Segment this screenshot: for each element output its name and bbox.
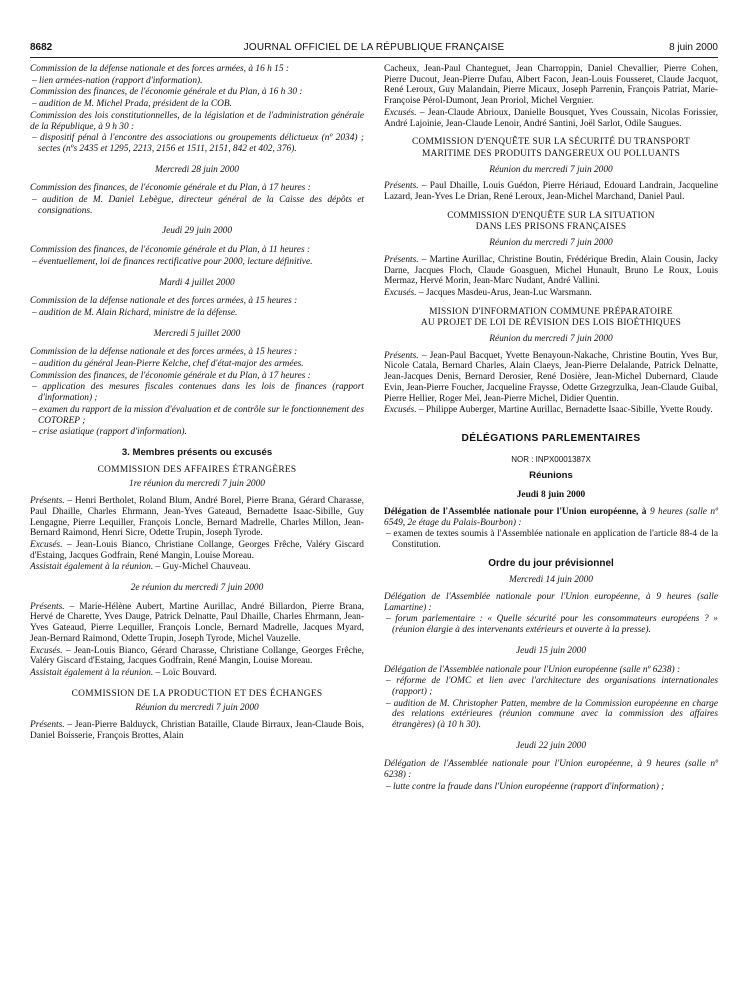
excused-members [30, 646, 364, 667]
commission-heading-line2: MARITIME DES PRODUITS DANGEREUX OU POLLUANTS [421, 148, 681, 159]
present-label: Présents. [30, 601, 65, 612]
present-list-continued: Cacheux, Jean-Paul Chanteguet, Jean Charroppin, Daniel Chevallier, Pierre Cohen, Pierre Ducout, Jean-Pierre Dufau, Albert Facon, Jean-Louis Fousseret, Claude Jacquot, René Leroux, Guy Malandain, Pierre Micaux, Joseph Parrenin, François Patriat, Marie-Françoise Pérol-Dumont, Jean Proriol, Michel Vergnier. [384, 64, 718, 107]
delegation-entry: Délégation de l'Assemblée nationale pour l'Union européenne (salle nº 6238) : [384, 664, 681, 675]
date-heading: Jeudi 8 juin 2000 [516, 490, 586, 501]
delegations-heading: DÉLÉGATIONS PARLEMENTAIRES [461, 432, 641, 444]
agenda-entry: Commission de la défense nationale et des forces armées, à 15 heures : [30, 296, 298, 307]
agenda-entry: Commission des lois constitutionnelles, de la législation et de l'administration générale de la République, à 9 h 30 : [30, 110, 364, 132]
agenda-item: – éventuellement, loi de finances rectificative pour 2000, lecture définitive. [32, 256, 313, 267]
date-heading: Jeudi 15 juin 2000 [515, 645, 587, 656]
agenda-entry: Commission de la défense nationale et des forces armées, à 15 heures : [30, 347, 298, 358]
present-list: – Paul Dhaille, Louis Guédon, Pierre Hériaud, Edouard Landrain, Jacqueline Lazard, Jean-Yves Le Drian, René Leroux, Jean-Michel Marchand, Daniel Paul. [384, 181, 719, 203]
agenda-item: – lien armées-nation (rapport d'information). [32, 75, 203, 86]
agenda-item: – lutte contre la fraude dans l'Union européenne (rapport d'information) ; [386, 781, 665, 792]
page-number: 8682 [30, 42, 53, 53]
present-members [384, 181, 718, 202]
agenda-item: – audition de M. Alain Richard, ministre de la défense. [32, 307, 238, 318]
delegation-entry: Délégation de l'Assemblée nationale pour l'Union européenne, à 9 heures (salle nº 6238) : [384, 759, 718, 781]
present-label: Présents. [384, 350, 419, 361]
excused-label: Excusés. [30, 539, 63, 550]
header-rule [30, 57, 718, 58]
delegation-entry [384, 507, 718, 528]
excused-list: – Jacques Masdeu-Arus, Jean-Luc Warsmann. [418, 287, 592, 298]
excused-list: – Jean-Louis Bianco, Christiane Collange, Georges Frêche, Valéry Giscard d'Estaing, Jacques Godfrain, René Mangin, Louise Moreau. [30, 539, 364, 561]
meeting-heading: 2e réunion du mercredi 7 juin 2000 [130, 583, 264, 594]
agenda-item: – examen de textes soumis à l'Assemblée nationale en application de l'article 88-4 de la Constitution. [386, 529, 718, 550]
date-heading: Mercredi 5 juillet 2000 [153, 328, 241, 339]
commission-heading: COMMISSION DES AFFAIRES ÉTRANGÈRES [97, 464, 297, 475]
page-header [30, 42, 718, 56]
also-present [30, 668, 364, 679]
right-column [384, 64, 718, 794]
reunions-heading: Réunions [529, 470, 573, 482]
excused-list: – Jean-Louis Bianco, Gérard Charasse, Christiane Collange, Georges Frêche, Valéry Giscard d'Estaing, Jacques Godfrain, René Mangin, Louise Moreau. [30, 645, 365, 667]
journal-title: JOURNAL OFFICIEL DE LA RÉPUBLIQUE FRANÇAISE [243, 42, 505, 53]
agenda-heading: Ordre du jour prévisionnel [488, 557, 614, 569]
meeting-heading: Réunion du mercredi 7 juin 2000 [489, 164, 613, 175]
excused-list: – Jean-Claude Abrioux, Danielle Bousquet, Yves Coussain, Nicolas Forissier, André Lajoinie, Jean-Claude Lenoir, André Santini, Joël Sarlot, Odile Saugues. [384, 107, 719, 129]
agenda-item: – audition de M. Michel Prada, président de la COB. [32, 99, 232, 110]
delegation-name: Délégation de l'Assemblée nationale pour l'Union européenne, à [384, 506, 647, 517]
agenda-entry: Commission des finances, de l'économie générale et du Plan, à 16 h 30 : [30, 87, 303, 98]
agenda-entry: Commission des finances, de l'économie générale et du Plan, à 11 heures : [30, 245, 311, 256]
date-heading: Mardi 4 juillet 2000 [159, 277, 235, 288]
commission-heading-line2: DANS LES PRISONS FRANÇAISES [475, 222, 627, 233]
agenda-entry: Commission de la défense nationale et des forces armées, à 16 h 15 : [30, 64, 289, 74]
present-members [30, 720, 364, 741]
excused-label: Excusés. [384, 107, 417, 118]
commission-heading: COMMISSION D'ENQUÊTE SUR LA SITUATION [447, 210, 655, 221]
present-label: Présents. [384, 254, 419, 265]
present-label: Présents. [30, 496, 65, 507]
mission-heading: MISSION D'INFORMATION COMMUNE PRÉPARATOIRE [429, 306, 673, 317]
present-list: – Marie-Hélène Aubert, Martine Aurillac, André Billardon, Pierre Brana, Hervé de Charette, Yves Dauge, Patrick Delnatte, Paul Dhaille, Charles Ehrmann, Jean-Yves Gateaud, Pierre Lequiller, François Loncle, Bernard Madrelle, Jacques Myard, Jean-Bernard Raimond, Odette Trupin, Joseph Tyrode, Michel Vauzelle. [30, 601, 364, 644]
also-present [30, 562, 364, 573]
present-label: Présents. [30, 720, 65, 731]
present-list: – Henri Bertholet, Roland Blum, André Borel, Pierre Brana, Gérard Charasse, Paul Dhaille, Charles Ehrmann, Jean-Yves Gateaud, Bernadette Isaac-Sibille, Guy Lengagne, Pierre Lequiller, François Loncle, Bernard Madrelle, Charles Millon, Jean-Bernard Raimond, Henri Sicre, Odette Trupin, Joseph Tyrode. [30, 496, 364, 539]
also-present-list: – Guy-Michel Chauveau. [155, 562, 251, 573]
meeting-heading: Réunion du mercredi 7 juin 2000 [135, 703, 259, 714]
also-present-label: Assistait également à la réunion. [30, 562, 154, 573]
agenda-entry: Commission des finances, de l'économie générale et du Plan, à 17 heures : [30, 183, 311, 194]
date-heading: Mercredi 14 juin 2000 [509, 575, 593, 586]
present-members [30, 496, 364, 539]
agenda-item: – dispositif pénal à l'encontre des associations ou groupements délictueux (nº 2034) ; sectes (nºs 2435 et 1295, 2213, 2156 et 1511, 2151, 842 et 402, 376). [32, 133, 364, 154]
excused-members [30, 540, 364, 561]
present-list: – Martine Aurillac, Christine Boutin, Frédérique Bredin, Alain Cousin, Jacky Darne, Jacques Floch, Claude Goasguen, Michel Hunault, Bruno Le Roux, Louis Mermaz, Hervé Morin, Jean-Marc Nudant, André Vallini. [384, 254, 719, 287]
date-heading: Jeudi 29 juin 2000 [161, 226, 233, 237]
date-heading: Jeudi 22 juin 2000 [515, 740, 587, 751]
agenda-item: – audition de M. Christopher Patten, membre de la Commission européenne en charge des relations extérieures (réunion commune avec la commission des affaires étrangères) (à 10 h 30). [386, 698, 718, 731]
nor-reference: NOR : INPX0001387X [511, 454, 591, 464]
excused-list: – Philippe Auberger, Martine Aurillac, Bernadette Isaac-Sibille, Yvette Roudy. [418, 405, 713, 416]
present-list: – Jean-Paul Bacquet, Yvette Benayoun-Nakache, Christine Boutin, Yves Bur, Nicole Catala, Bernard Charles, Alain Claeys, Jean-Pierre Delalande, Patrick Delnatte, Jean-Jacques Denis, Bernard Derosier, René Dosière, Jean-Michel Dubernard, Claude Evin, Jean-Pierre Foucher, Jacqueline Fraysse, Odette Grzegrzulka, Jean-Claude Guibal, Pierre Hellier, Roger Meï, Jean-Pierre Michel, Didier Quentin. [384, 350, 718, 404]
agenda-item: – réforme de l'OMC et lien avec l'architecture des organisations internationales (rapport) ; [386, 676, 718, 697]
left-column [30, 64, 364, 742]
commission-heading: COMMISSION DE LA PRODUCTION ET DES ÉCHANGES [71, 688, 323, 699]
commission-heading: COMMISSION D'ENQUÊTE SUR LA SÉCURITÉ DU TRANSPORT [412, 137, 690, 148]
agenda-item: – audition de M. Daniel Lebègue, directeur général de la Caisse des dépôts et consignations. [32, 195, 364, 216]
delegation-entry: Délégation de l'Assemblée nationale pour l'Union européenne, à 9 heures (salle Lamartine) : [384, 592, 718, 613]
agenda-item: – application des mesures fiscales contenues dans les lois de finances (rapport d'information) ; [32, 382, 364, 404]
excused-members [384, 288, 718, 299]
agenda-item: – audition du général Jean-Pierre Kelche, chef d'état-major des armées. [32, 359, 304, 370]
date-heading: Mercredi 28 juin 2000 [155, 164, 239, 175]
meeting-heading: 1re réunion du mercredi 7 juin 2000 [129, 479, 265, 490]
present-members [384, 351, 718, 405]
delegation-time: 9 heures (salle nº 6549, 2e étage du Palais-Bourbon) : [384, 506, 718, 528]
excused-members [384, 108, 718, 129]
excused-label: Excusés. [30, 645, 63, 656]
also-present-label: Assistait également à la réunion. [30, 667, 154, 678]
agenda-entry: Commission des finances, de l'économie générale et du Plan, à 17 heures : [30, 370, 311, 381]
present-label: Présents. [384, 181, 419, 192]
excused-label: Excusés. [384, 287, 417, 298]
agenda-item: – examen du rapport de la mission d'évaluation et de contrôle sur le fonctionnement des COTOREP ; [32, 404, 364, 426]
excused-label: Excusés. [384, 405, 417, 416]
issue-date: 8 juin 2000 [669, 42, 718, 53]
agenda-item: – forum parlementaire : « Quelle sécurité pour les consommateurs européens ? » (réunion élargie à des intervenants extérieurs et ouverte à la presse). [386, 614, 718, 636]
present-members [30, 602, 364, 645]
mission-heading-line2: AU PROJET DE LOI DE RÉVISION DES LOIS BIOÉTHIQUES [420, 318, 682, 329]
section-heading: 3. Membres présents ou excusés [121, 446, 273, 458]
present-members [384, 255, 718, 287]
present-list: – Jean-Pierre Balduyck, Christian Bataille, Claude Birraux, Jean-Claude Bois, Daniel Boisserie, François Brottes, Alain [30, 720, 364, 741]
agenda-item: – crise asiatique (rapport d'information). [32, 427, 187, 438]
meeting-heading: Réunion du mercredi 7 juin 2000 [489, 334, 613, 345]
also-present-list: – Loïc Bouvard. [155, 667, 217, 678]
excused-members [384, 405, 718, 416]
meeting-heading: Réunion du mercredi 7 juin 2000 [489, 238, 613, 249]
